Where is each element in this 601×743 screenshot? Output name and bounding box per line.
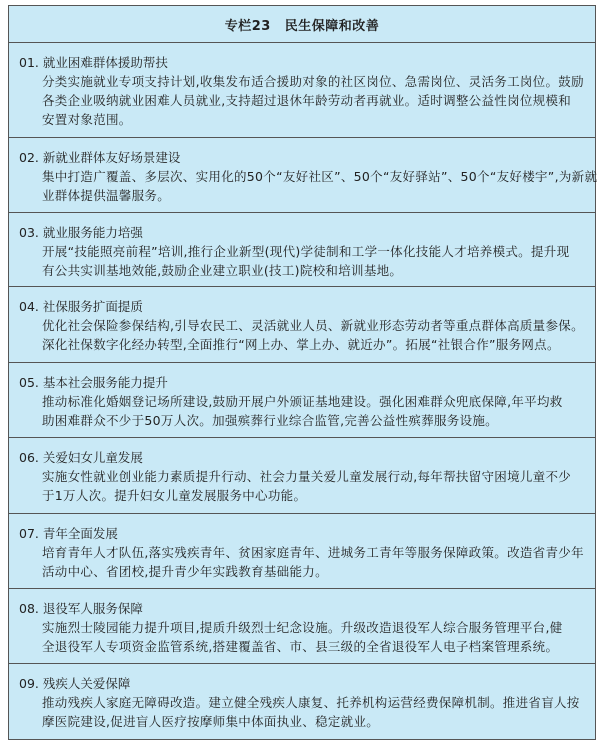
item-text-line: 分类实施就业专项支持计划,收集发布适合援助对象的社区岗位、急需岗位、灵活务工岗位。鼓励 [42, 74, 584, 89]
item-text-line: 安置对象范围。 [42, 112, 132, 127]
item-text-line: 开展“技能照亮前程”培训,推行企业新型(现代)学徒制和工学一体化技能人才培养模式。提升现 [42, 244, 570, 259]
item-row [9, 514, 595, 589]
item-title: 08. 退役军人服务保障 [19, 601, 143, 616]
item-row [9, 363, 595, 438]
item-text-line: 摩医院建设,促进盲人医疗按摩师集中体面执业、稳定就业。 [42, 714, 380, 729]
column-box-table [8, 5, 596, 740]
item-title: 03. 就业服务能力培强 [19, 225, 143, 240]
item-text-line: 实施烈士陵园能力提升项目,提质升级烈士纪念设施。升级改造退役军人综合服务管理平台,健 [42, 620, 563, 635]
table-header [9, 6, 595, 43]
item-text-line: 有公共实训基地效能,鼓励企业建立职业(技工)院校和培训基地。 [42, 263, 403, 278]
item-title: 06. 关爱妇女儿童发展 [19, 450, 143, 465]
item-text-line: 业群体提供温馨服务。 [42, 188, 171, 203]
column-title: 民生保障和改善 [284, 18, 380, 34]
item-row [9, 664, 595, 739]
item-text-line: 活动中心、省团校,提升青少年实践教育基础能力。 [42, 564, 328, 579]
item-title: 05. 基本社会服务能力提升 [19, 375, 168, 390]
item-text-line: 推动残疾人家庭无障碍改造。建立健全残疾人康复、托养机构运营经费保障机制。推进省盲人按 [42, 695, 580, 710]
item-row [9, 138, 598, 213]
item-title: 09. 残疾人关爱保障 [19, 676, 131, 691]
item-text-line: 各类企业吸纳就业困难人员就业,支持超过退休年龄劳动者再就业。适时调整公益性岗位规模和 [42, 93, 572, 108]
item-title: 01. 就业困难群体援助帮扶 [19, 55, 168, 70]
item-text-line: 培育青年人才队伍,落实残疾青年、贫困家庭青年、进城务工青年等服务保障政策。改造省青少年 [42, 545, 584, 560]
item-text-line: 推动标准化婚姻登记场所建设,鼓励开展户外颁证基地建设。强化困难群众兜底保障,年平均救 [42, 394, 563, 409]
item-row [9, 589, 595, 664]
item-row [9, 287, 595, 363]
item-title: 02. 新就业群体友好场景建设 [19, 150, 181, 165]
item-text-line: 实施女性就业创业能力素质提升行动、社会力量关爱儿童发展行动,每年帮扶留守困境儿童不少 [42, 469, 572, 484]
item-row [9, 43, 595, 138]
item-text-line: 于1万人次。提升妇女儿童发展服务中心功能。 [42, 488, 307, 503]
item-title: 04. 社保服务扩面提质 [19, 299, 143, 314]
column-number: 专栏23 [224, 18, 271, 34]
item-text-line: 助困难群众不少于50万人次。加强殡葬行业综合监管,完善公益性殡葬服务设施。 [42, 413, 498, 428]
item-row [9, 213, 595, 287]
item-row [9, 438, 595, 514]
item-text-line: 深化社保数字化经办转型,全面推行“网上办、掌上办、就近办”。拓展“社银合作”服务网点。 [42, 337, 560, 352]
item-text-line: 集中打造广覆盖、多层次、实用化的50个“友好社区”、50个“友好驿站”、50个“友好楼宇”,为新就 [42, 169, 598, 184]
item-text-line: 全退役军人专项资金监管系统,搭建覆盖省、市、县三级的全省退役军人电子档案管理系统。 [42, 639, 559, 654]
item-text-line: 优化社会保险参保结构,引导农民工、灵活就业人员、新就业形态劳动者等重点群体高质量参保。 [42, 318, 584, 333]
item-title: 07. 青年全面发展 [19, 526, 118, 541]
